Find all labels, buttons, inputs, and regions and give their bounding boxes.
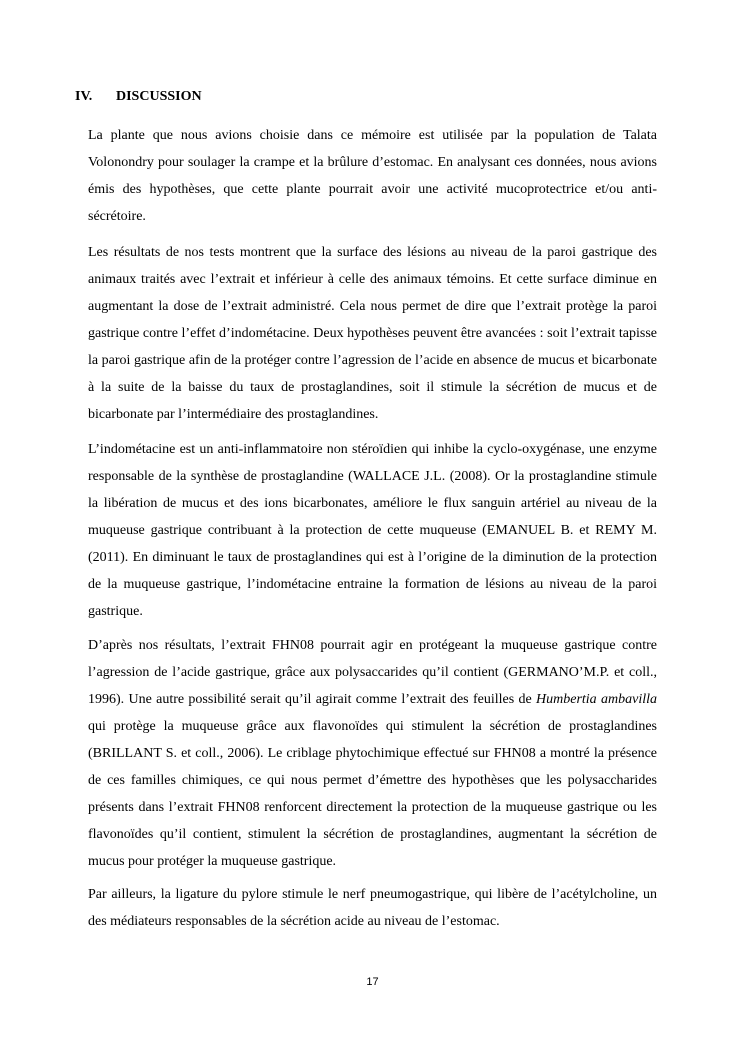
section-number: IV. [75,89,93,104]
page-number: 17 [366,976,379,988]
paragraph-indometacine: L’indométacine est un anti-inflammatoire non stéroïdien qui inhibe la cyclo-oxygénase, une enzyme responsable de la synthèse de prostaglandine (WALLACE J.L. (2008). Or la prostaglandine stimule la libération de mucus et des ions bicarbonates, améliore le flux sanguin artériel au niveau de la muqueuse gastrique contribuant à la protection de cette muqueuse (EMANUEL B. et REMY M. (2011). En diminuant le taux de prostaglandines qui est à l’origine de la diminution de la protection de la muqueuse gastrique, l’indométacine entraine la formation de lésions au niveau de la paroi gastrique. [88,442,657,619]
paragraph-intro: La plante que nous avions choisie dans ce mémoire est utilisée par la population de Talata Volonondry pour soulager la crampe et la brûlure d’estomac. En analysant ces données, nous avions émis des hypothèses, que cette plante pourrait avoir une activité mucoprotectrice et/ou anti-sécrétoire. [88,128,657,224]
section-heading [75,88,202,106]
species-name: Humbertia ambavilla [536,692,657,707]
paragraph-fhn08 [88,632,657,875]
section-title: DISCUSSION [116,89,202,104]
fhn08-text-before-species: D’après nos résultats, l’extrait FHN08 pourrait agir en protégeant la muqueuse gastrique contre l’agression de l’acide gastrique, grâce aux polysaccarides qu’il contient (GERMANO’M.P. et coll., 1996). Une autre possibilité serait qu’il agirait comme l’extrait des feuilles de [88,638,657,707]
discussion-body [88,122,657,946]
fhn08-text-after-species: qui protège la muqueuse grâce aux flavonoïdes qui stimulent la sécrétion de prostaglandines (BRILLANT S. et coll., 2006). Le criblage phytochimique effectué sur FHN08 a montré la présence de ces familles chimiques, ce qui nous permet d’émettre des hypothèses que les polysaccharides présents dans l’extrait FHN08 renforcent directement la protection de la muqueuse gastrique ou les flavonoïdes qu’il contient, stimulent la sécrétion de prostaglandines, augmentant la sécrétion de mucus pour protéger la muqueuse gastrique. [88,719,657,869]
paragraph-results: Les résultats de nos tests montrent que la surface des lésions au niveau de la paroi gastrique des animaux traités avec l’extrait et inférieur à celle des animaux témoins. Et cette surface diminue en augmentant la dose de l’extrait administré. Cela nous permet de dire que l’extrait protège la paroi gastrique contre l’effet d’indométacine. Deux hypothèses peuvent être avancées : soit l’extrait tapisse la paroi gastrique afin de la protéger contre l’agression de l’acide en absence de mucus et bicarbonate à la suite de la baisse du taux de prostaglandines, soit il stimule la sécrétion de mucus et de bicarbonate par l’intermédiaire des prostaglandines. [88,245,657,422]
paragraph-ligature: Par ailleurs, la ligature du pylore stimule le nerf pneumogastrique, qui libère de l’acétylcholine, un des médiateurs responsables de la sécrétion acide au niveau de l’estomac. [88,887,657,929]
